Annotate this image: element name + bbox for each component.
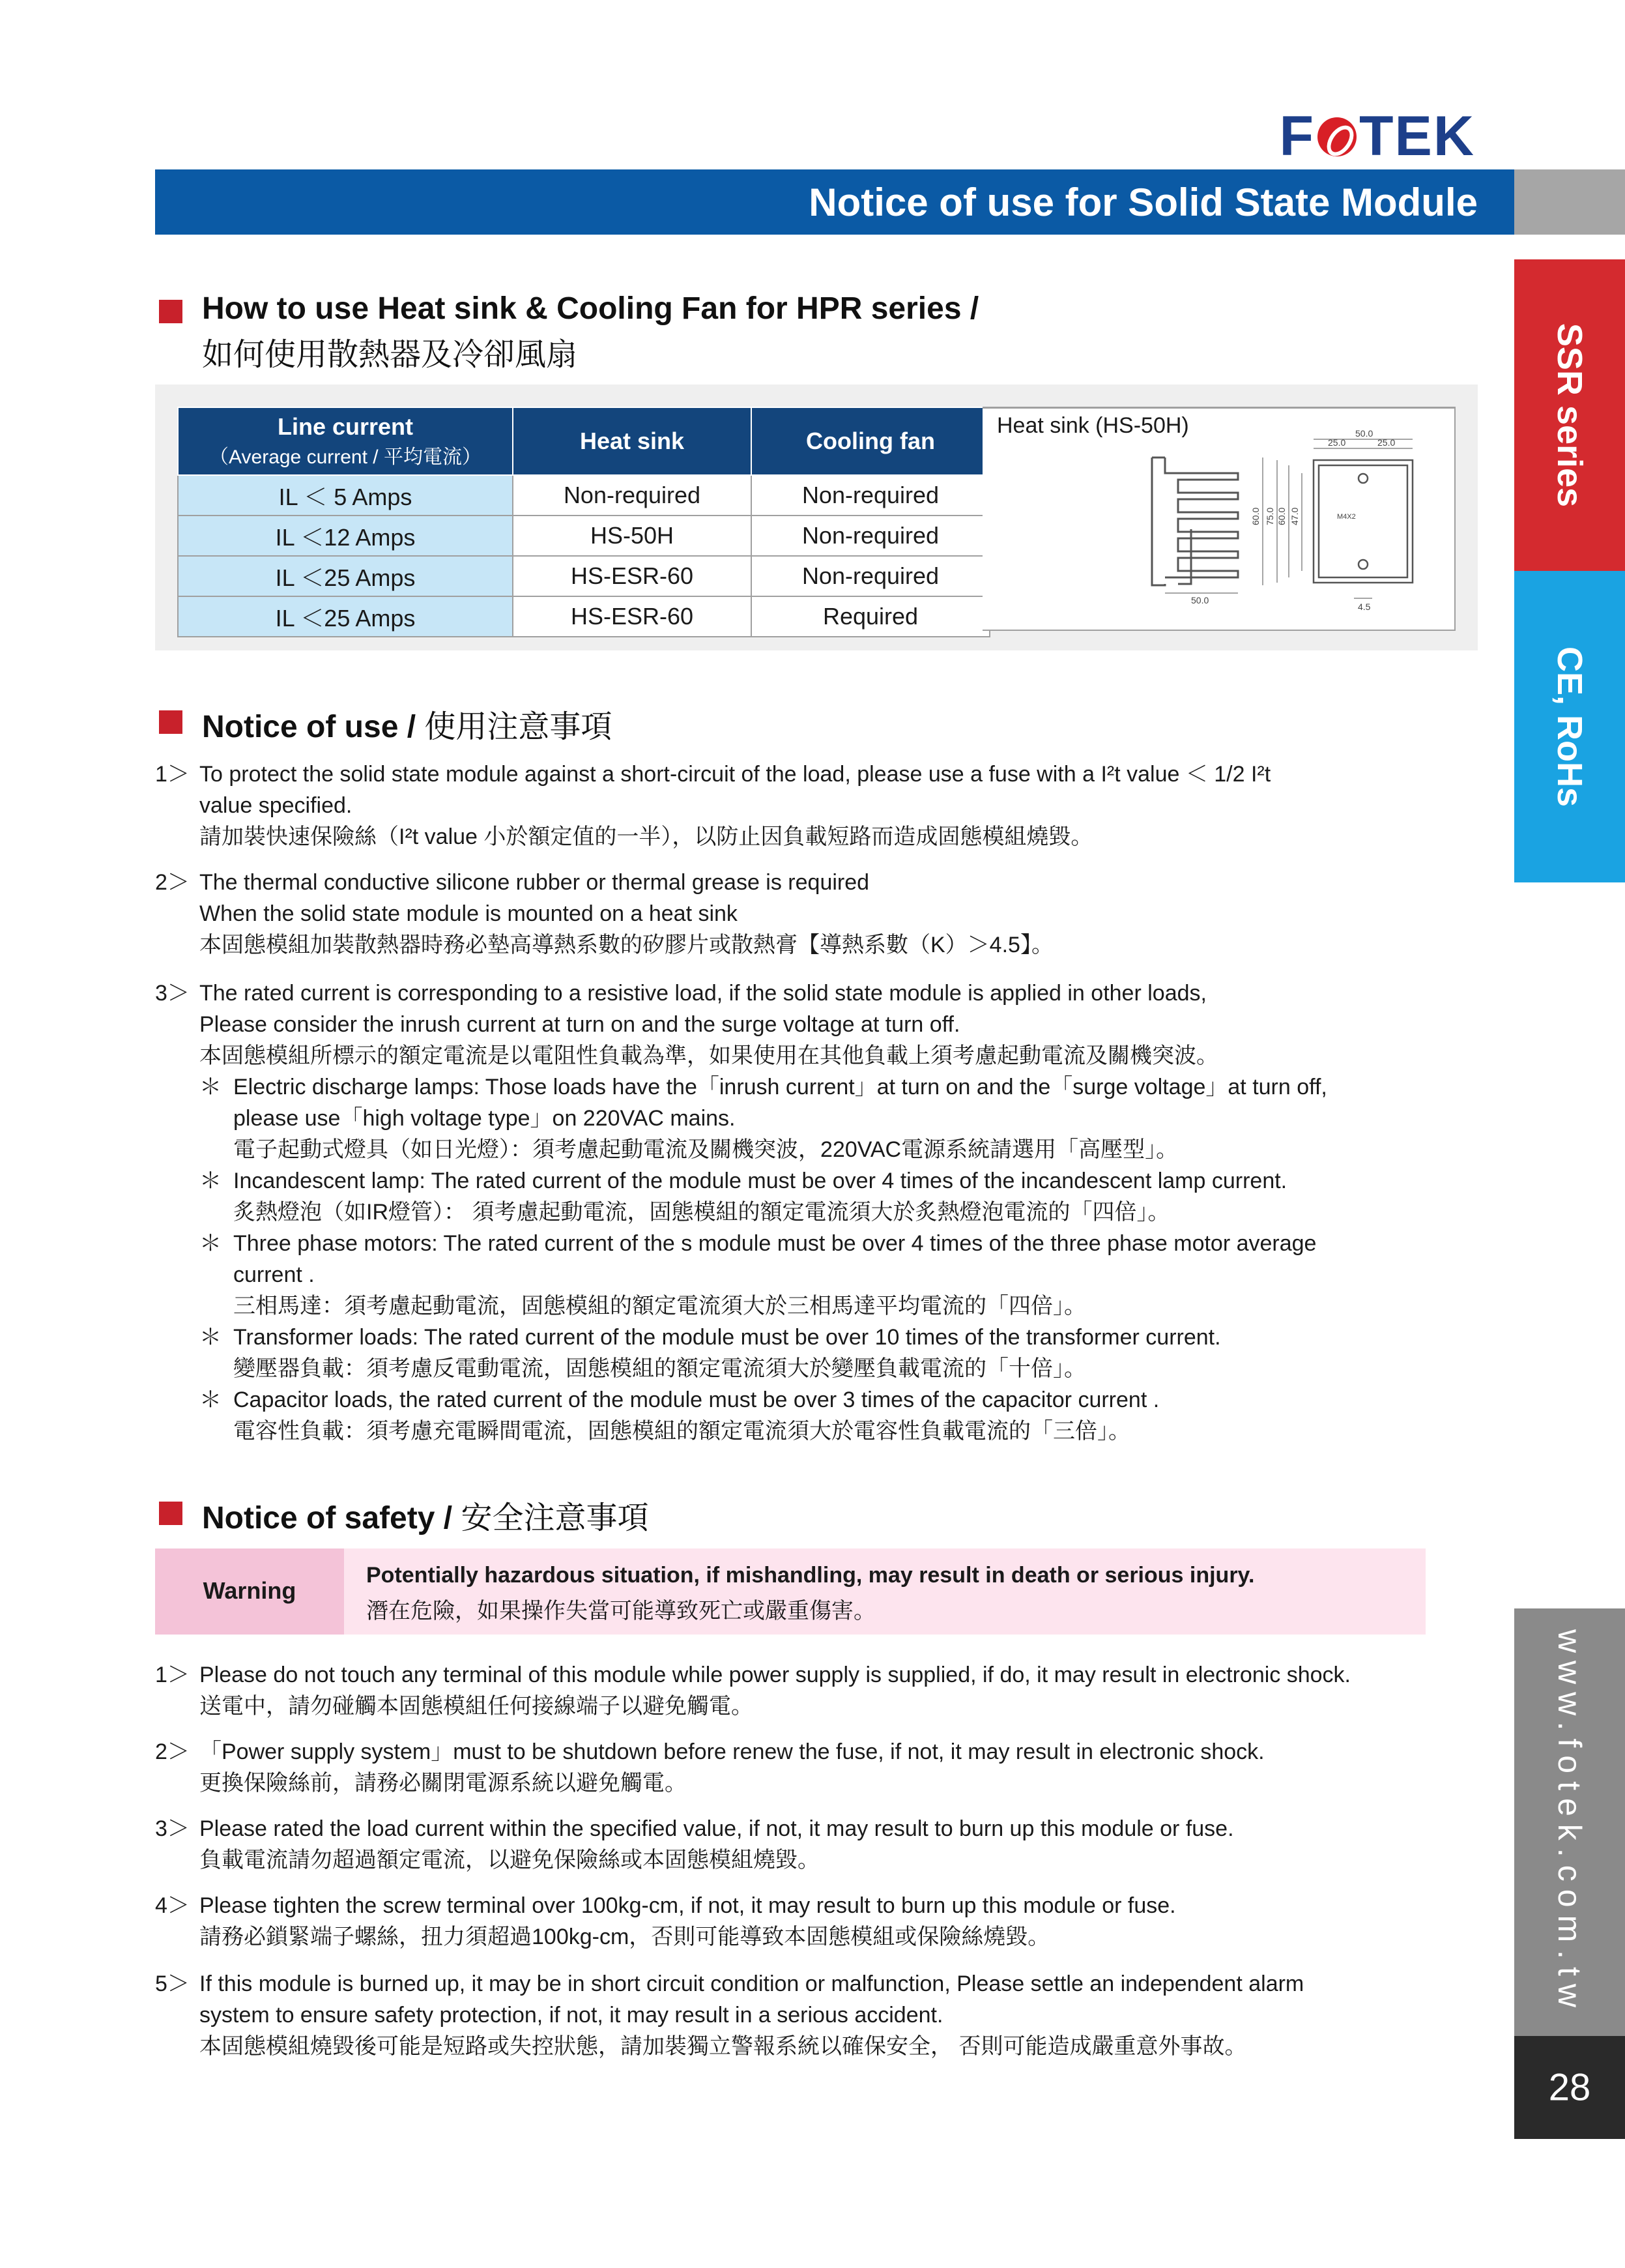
item-number: 2＞ (155, 1739, 190, 1764)
item-number: 1＞ (155, 1663, 190, 1687)
svg-text:47.0: 47.0 (1289, 507, 1300, 525)
diagram-title: Heat sink (HS-50H) (997, 413, 1189, 438)
notice-item-3: The rated current is corresponding to a resistive load, if the solid state module is applied in other loads, Please consider the inrush current at turn on and the surge voltage at turn off. 本固態模組所標示的額定電流是以電阻性負載為準，如果使用在其他負載上須考慮起動電流及關機突波。 (199, 981, 1218, 1068)
item-number: 5＞ (155, 1971, 190, 1996)
logo-mark-icon (1317, 117, 1357, 156)
tab-ce-rohs[interactable]: CE, RoHs (1514, 571, 1625, 882)
page-number: 28 (1514, 2036, 1625, 2139)
bullet-star: ＊ (199, 1388, 222, 1412)
fotek-logo: F TEK (1279, 105, 1475, 167)
section-heading-notice-of-use: Notice of use / 使用注意事項 (202, 710, 612, 744)
section-marker (159, 1502, 182, 1525)
title-bar-accent (1514, 169, 1625, 235)
item-number: 4＞ (155, 1893, 190, 1918)
svg-text:25.0: 25.0 (1328, 437, 1346, 448)
notice-item-1: To protect the solid state module against a short-circuit of the load, please use a fuse with a I²t value ＜ 1/2 I²t value specified. 請加裝快速保險絲（I²t value 小於額定值的一半），以防止因負載短路而造成固態模組燒毀。 (199, 762, 1271, 849)
warning-label-cell: Warning (155, 1548, 344, 1635)
page-title: Notice of use for Solid State Module (809, 181, 1478, 224)
svg-text:50.0: 50.0 (1191, 595, 1209, 605)
item-number: 3＞ (155, 1816, 190, 1841)
tab-ssr-series[interactable]: SSR series (1514, 259, 1625, 571)
col-heat-sink: Heat sink (513, 407, 751, 475)
item-number: 3＞ (155, 981, 190, 1006)
heat-sink-diagram (983, 407, 1456, 631)
sub-item-incandescent-lamp: Incandescent lamp: The rated current of the module must be over 4 times of the incandescent lamp current. 炙熱燈泡（如IR燈管）： 須考慮起動電流，固態模組的額定電流須大於炙熱燈泡電流的「四倍」。 (233, 1169, 1287, 1225)
section-heading-heat-sink: How to use Heat sink & Cooling Fan for HPR series / 如何使用散熱器及冷卻風扇 (202, 291, 979, 372)
section-heading-notice-of-safety: Notice of safety / 安全注意事項 (202, 1501, 649, 1535)
website-label: www.fotek.com.tw (1514, 1608, 1625, 2036)
sub-item-capacitor-loads: Capacitor loads, the rated current of the module must be over 3 times of the capacitor current . 電容性負載：須考慮充電瞬間電流，固態模組的額定電流須大於電容性負載電流的「三倍」。 (233, 1388, 1160, 1444)
title-bar (155, 169, 1514, 235)
safety-item-1: Please do not touch any terminal of this module while power supply is supplied, if do, it may result in electronic shock. 送電中，請勿碰觸本固態模組任何接線端子以避免觸電。 (199, 1663, 1351, 1719)
bullet-star: ＊ (199, 1231, 222, 1256)
heat-sink-drawing-icon (983, 408, 1454, 630)
bullet-star: ＊ (199, 1325, 222, 1350)
heat-sink-table (177, 407, 990, 637)
svg-text:25.0: 25.0 (1377, 437, 1396, 448)
bullet-star: ＊ (199, 1075, 222, 1099)
warning-text-cell: Potentially hazardous situation, if mishandling, may result in death or serious injury. 潛在危險，如果操作失當可能導致死亡或嚴重傷害。 (344, 1548, 1426, 1635)
section-marker (159, 710, 182, 734)
svg-text:M4X2: M4X2 (1337, 513, 1356, 521)
item-number: 2＞ (155, 870, 190, 895)
table-row: IL ＜25 Amps HS-ESR-60 Required (178, 596, 990, 637)
svg-text:4.5: 4.5 (1358, 602, 1371, 612)
sub-item-transformer-loads: Transformer loads: The rated current of the module must be over 10 times of the transformer current. 變壓器負載：須考慮反電動電流，固態模組的額定電流須大於變壓負載電流的「十倍」。 (233, 1325, 1221, 1381)
svg-text:60.0: 60.0 (1276, 507, 1287, 525)
table-row: IL ＜12 Amps HS-50H Non-required (178, 516, 990, 556)
table-row: IL ＜25 Amps HS-ESR-60 Non-required (178, 556, 990, 596)
col-line-current: Line current （Average current / 平均電流） (178, 407, 513, 475)
table-row: IL ＜ 5 Amps Non-required Non-required (178, 475, 990, 516)
section-marker (159, 300, 182, 323)
sub-item-three-phase-motors: Three phase motors: The rated current of the s module must be over 4 times of the three phase motor average current . 三相馬達：須考慮起動電流，固態模組的額定電流須大於三相馬達平均電流的「四倍」。 (233, 1231, 1317, 1318)
bullet-star: ＊ (199, 1169, 222, 1193)
svg-text:50.0: 50.0 (1355, 428, 1373, 439)
svg-text:60.0: 60.0 (1250, 507, 1261, 525)
col-cooling-fan: Cooling fan (751, 407, 990, 475)
svg-text:75.0: 75.0 (1265, 507, 1275, 525)
safety-item-3: Please rated the load current within the specified value, if not, it may result to burn up this module or fuse. 負載電流請勿超過額定電流，以避免保險絲或本固態模組燒毀。 (199, 1816, 1234, 1872)
notice-item-2: The thermal conductive silicone rubber or thermal grease is required When the solid state module is mounted on a heat sink 本固態模組加裝散熱器時務必墊高導熱系數的矽膠片或散熱膏【導熱系數（K）＞4.5】。 (199, 870, 1054, 957)
item-number: 1＞ (155, 762, 190, 787)
sub-item-discharge-lamps: Electric discharge lamps: Those loads have the「inrush current」at turn on and the「surge voltage」at turn off, please use「high voltage type」on 220VAC mains. 電子起動式燈具（如日光燈）：須考慮起動電流及關機突波，220VAC電源系統請選用「高壓型」。 (233, 1075, 1327, 1162)
safety-item-4: Please tighten the screw terminal over 100kg-cm, if not, it may result to burn up this module or fuse. 請務必鎖緊端子螺絲，扭力須超過100kg-cm，否則可能導致本固態模組或保險絲燒毀。 (199, 1893, 1176, 1949)
safety-item-5: If this module is burned up, it may be in short circuit condition or malfunction, Please settle an independent alarm system to ensure safety protection, if not, it may result in a serious accident. 本固態模組燒毀後可能是短路或失控狀態，請加裝獨立警報系統以確保安全， 否則可能造成嚴重意外事故。 (199, 1971, 1304, 2059)
safety-item-2: 「Power supply system」must to be shutdown before renew the fuse, if not, it may result in electronic shock. 更換保險絲前，請務必關閉電源系統以避免觸電。 (199, 1739, 1265, 1796)
